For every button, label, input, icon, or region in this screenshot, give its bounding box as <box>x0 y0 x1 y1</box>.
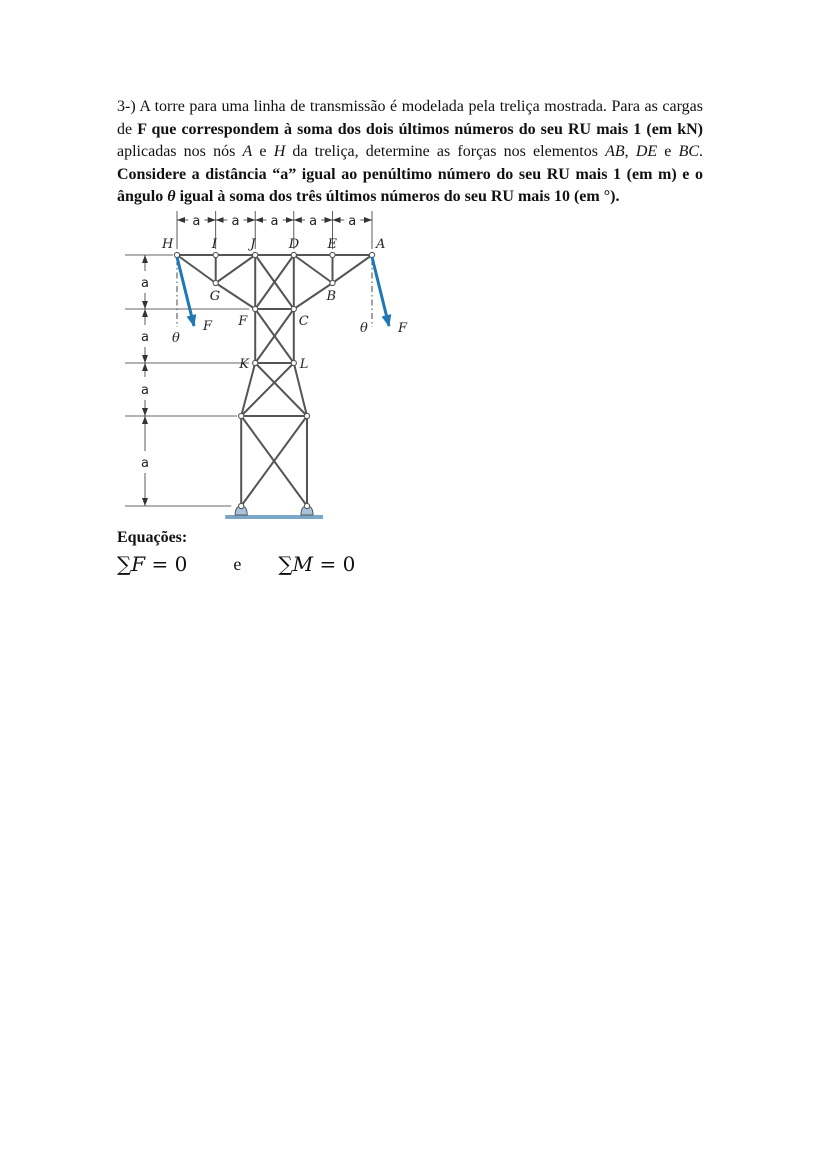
force-label: F <box>203 319 213 334</box>
node-label-f: F <box>238 314 248 329</box>
node-label-g: G <box>209 289 221 304</box>
joint-d <box>291 252 296 257</box>
equation-connector: e <box>233 553 242 574</box>
theta-symbol: θ <box>167 188 176 205</box>
member-ref: DE <box>635 143 658 160</box>
top-dimension-labels <box>192 214 356 229</box>
node-label-h: H <box>162 237 174 252</box>
joint-b <box>330 280 335 285</box>
dim-label: a <box>141 276 149 291</box>
equations-heading: Equações: <box>117 529 188 546</box>
problem-text: . <box>699 143 704 160</box>
problem-bold-text: igual à soma dos três últimos números do seu RU mais 10 (em °). <box>175 188 620 205</box>
node-label-j: J <box>250 237 256 252</box>
joint-j <box>253 252 258 257</box>
truss-joints <box>174 252 374 508</box>
problem-bold-text: F que correspondem à soma dos dois últimos números do seu RU mais 1 (em kN) <box>137 120 703 138</box>
problem-text: aplicadas nos nós <box>117 143 243 160</box>
sum-moments-equation <box>278 552 355 576</box>
node-label-e: E <box>327 237 337 252</box>
node-label-d: D <box>288 237 300 252</box>
dim-label: a <box>270 214 279 229</box>
joint-l <box>291 360 296 365</box>
force-arrow <box>372 257 389 326</box>
problem-text: A torre para uma linha de transmissão é modelada pela treliça mostrada. Para as cargas de <box>117 98 703 138</box>
node-label-a: A <box>376 237 386 252</box>
joint-f <box>253 306 258 311</box>
joint-n <box>304 413 309 418</box>
problem-text: e <box>252 143 274 160</box>
equals-zero: = 0 <box>145 552 188 576</box>
dim-label: a <box>192 214 201 229</box>
node-label-i: I <box>211 237 217 252</box>
force-arrow <box>177 257 194 326</box>
node-label-c: C <box>298 314 309 329</box>
dim-label: a <box>141 383 149 398</box>
joint-q <box>304 503 309 508</box>
truss-member-ab <box>333 255 373 283</box>
node-label-k: K <box>239 357 249 372</box>
angle-label: θ <box>360 321 368 336</box>
equals-zero: = 0 <box>313 552 356 576</box>
truss-members <box>177 255 372 506</box>
joint-c <box>291 306 296 311</box>
joint-g <box>213 280 218 285</box>
ground <box>225 515 323 519</box>
dim-label: a <box>231 214 240 229</box>
moment-variable: M <box>292 552 314 576</box>
dim-label: a <box>348 214 357 229</box>
joint-e <box>330 252 335 257</box>
sum-forces-equation <box>117 552 187 576</box>
member-ref: AB <box>605 143 625 160</box>
problem-text: da treliça, determine as forças nos elementos <box>285 143 606 160</box>
sigma-symbol: ∑ <box>278 552 293 576</box>
angle-label: θ <box>172 331 180 346</box>
node-ref: H <box>273 143 286 160</box>
joint-k <box>253 360 258 365</box>
dim-label: a <box>141 456 149 471</box>
truss-member-gj <box>216 255 256 283</box>
dim-label: a <box>309 214 318 229</box>
problem-text: e <box>657 143 679 160</box>
member-ref: BC <box>678 143 700 160</box>
problem-statement <box>117 96 703 209</box>
problem-text: , <box>624 143 636 160</box>
joint-m <box>239 413 244 418</box>
dim-label: a <box>141 330 149 345</box>
joint-i <box>213 252 218 257</box>
force-variable: F <box>131 552 146 576</box>
truss-member-bd <box>294 255 333 283</box>
joint-h <box>174 252 179 257</box>
force-label: F <box>398 321 408 336</box>
truss-figure <box>120 205 420 525</box>
equations-row <box>117 549 355 579</box>
truss-diagram <box>120 205 420 525</box>
truss-member-gf <box>216 283 256 309</box>
problem-bold-text: Considere a distância “a” igual ao penúltimo número do seu RU mais 1 (em m) e o ângulo <box>117 165 703 205</box>
node-label-b: B <box>326 289 337 304</box>
joint-a <box>369 252 374 257</box>
problem-number: 3-) <box>117 98 136 115</box>
sigma-symbol: ∑ <box>117 552 132 576</box>
joint-p <box>239 503 244 508</box>
node-label-l: L <box>299 357 309 372</box>
node-ref: A <box>242 143 253 160</box>
